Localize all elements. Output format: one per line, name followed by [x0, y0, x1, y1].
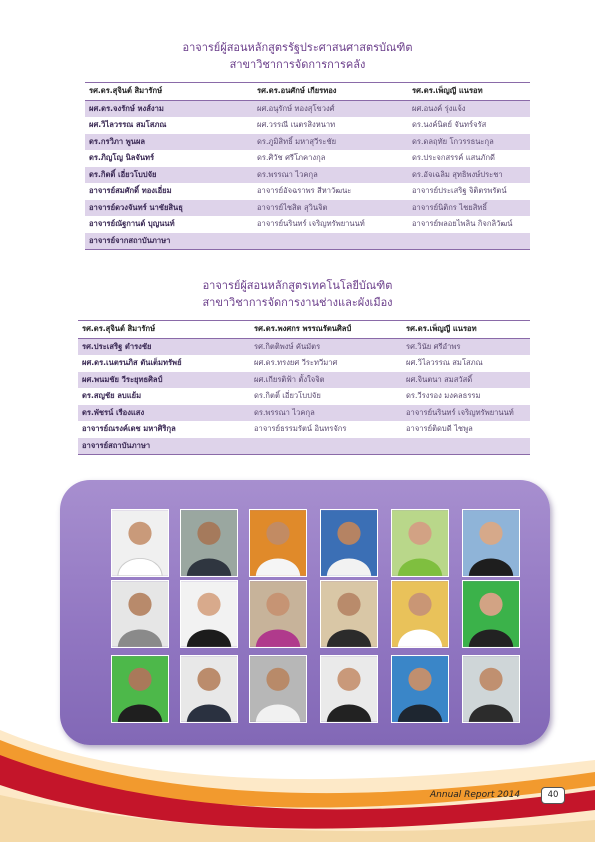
- table-cell: รศ.วินัย ศรีอำพร: [406, 341, 461, 351]
- table-row: [85, 200, 530, 217]
- section2-subtitle: สาขาวิชาการจัดการงานช่างและผังเมือง: [202, 296, 393, 309]
- table-row: [78, 355, 530, 372]
- table-cell: อาจารย์ประเสริฐ จิติตรพรัตน์: [412, 186, 507, 196]
- table-row: [85, 183, 530, 200]
- table-cell: ดร.สญชัย ลบแย้ม: [82, 391, 142, 401]
- table-row: [85, 216, 530, 233]
- table-header-cell: รศ.ดร.เพ็ญญี แนรอท: [408, 83, 530, 101]
- table-cell: ผศ.วรรณี เนตรสิงหนาท: [257, 120, 336, 130]
- table-cell: อาจารย์นิติกร ไชยสิทธิ์: [412, 202, 487, 212]
- table-cell: ดร.พรรณา ไวคกุล: [257, 169, 318, 179]
- table-header-cell: รศ.ดร.เพ็ญญี แนรอท: [402, 321, 530, 339]
- table-header-row: [85, 83, 530, 101]
- table-cell: ดร.กรวิภา พูนผล: [89, 136, 146, 146]
- table-header-cell: รศ.ดร.พงศกร พรรณรัตนศิลป์: [250, 321, 402, 339]
- table-cell: ดร.ภิญโญ นิลจันทร์: [89, 153, 155, 163]
- table-cell: [402, 438, 530, 455]
- page-number: 40: [541, 787, 565, 804]
- table-cell: ดร.ภูมิสิทธิ์ มหาสุวีระชัย: [257, 136, 337, 146]
- table-cell: ดร.วีรงรอง มงคลธรรม: [406, 391, 481, 401]
- table-cell: [408, 233, 530, 250]
- table-row: [78, 338, 530, 355]
- table-cell: อาจารย์ไชสิต สุวินจิต: [257, 202, 328, 212]
- table-cell: ผศ.วิไลวรรณ สมโสภณ: [406, 358, 483, 368]
- table-cell: ผศ.พนมชัย วีระยุทธศิลป์: [82, 374, 163, 384]
- table-row: [85, 117, 530, 134]
- section2-title: อาจารย์ผู้สอนหลักสูตรเทคโนโลยีบัณฑิต: [202, 279, 393, 292]
- faculty-photo: [320, 580, 378, 648]
- faculty-photo: [249, 580, 307, 648]
- table-cell: อาจารย์ติดบดี ไชพูล: [406, 424, 473, 434]
- table-header-cell: รศ.ดร.สุจินต์ สิมารักษ์: [85, 83, 253, 101]
- table-cell: ผศ.วิไลวรรณ สมโสภณ: [89, 120, 167, 130]
- table-cell: อาจารย์ณรงค์เดช มหาศิริกุล: [82, 424, 176, 434]
- table-cell: อาจารย์สถาบันภาษา: [82, 440, 151, 450]
- table-cell: รศ.กิตติพงษ์ คันมัตร: [254, 341, 321, 351]
- faculty-photo: [462, 580, 520, 648]
- faculty-photo: [391, 509, 449, 577]
- faculty-photo: [180, 655, 238, 723]
- table-cell: [253, 233, 408, 250]
- table-cell: ผศ.ดร.เนตรนภิส ตันเต็มทรัพย์: [82, 358, 182, 368]
- table-cell: ดร.ดลฤทัย โกวรรธนะกุล: [412, 136, 494, 146]
- table-cell: ดร.ศิวัช ศรีโภคางกุล: [257, 153, 326, 163]
- table-cell: ผศ.เกียรติฟ้า ตั้งใจจิต: [254, 374, 325, 384]
- faculty-photo: [180, 509, 238, 577]
- table-row: [85, 134, 530, 151]
- section2-faculty-table: [78, 320, 530, 455]
- table-row: [85, 167, 530, 184]
- faculty-photo: [180, 580, 238, 648]
- table-cell: อาจารย์นรินทร์ เจริญทรัพยานนท์: [257, 219, 365, 229]
- table-row: [85, 233, 530, 250]
- table-cell: อาจารย์นรินทร์ เจริญทรัพยานนท์: [406, 407, 514, 417]
- faculty-photo: [391, 580, 449, 648]
- table-cell: ผศ.ดร.จงรักษ์ หงส์งาม: [89, 103, 164, 113]
- table-row: [78, 421, 530, 438]
- section1-subtitle: สาขาวิชาการจัดการการคลัง: [229, 58, 366, 71]
- faculty-photo: [111, 580, 169, 648]
- table-cell: อาจารย์พลอยไพลิน กิจกลิวัฒน์: [412, 219, 513, 229]
- faculty-photo: [111, 509, 169, 577]
- table-cell: ผศ.จินตนา สมสวัสดิ์: [406, 374, 473, 384]
- table-row: [78, 372, 530, 389]
- table-cell: ดร.นงค์นิตย์ จันทร์จรัส: [412, 120, 487, 130]
- faculty-photo: [462, 655, 520, 723]
- table-cell: ดร.ประจกสรรค์ แสนภักดี: [412, 153, 495, 163]
- table-header-cell: รศ.ดร.สุจินต์ สิมารักษ์: [78, 321, 250, 339]
- table-row: [78, 438, 530, 455]
- section1-faculty-table: [85, 82, 530, 250]
- table-cell: ดร.อัจเฉลิม สุทธิพงษ์ประชา: [412, 169, 503, 179]
- table-cell: อาจารย์ธรรมรัตน์ อินทรจักร: [254, 424, 347, 434]
- faculty-photo: [320, 509, 378, 577]
- annual-report-label: Annual Report 2014: [430, 790, 521, 800]
- table-cell: [250, 438, 402, 455]
- faculty-photo: [391, 655, 449, 723]
- table-cell: อาจารย์อัจฉราพร สีหาวัฒนะ: [257, 186, 352, 196]
- table-row: [85, 150, 530, 167]
- table-row: [78, 388, 530, 405]
- table-cell: ดร.กิตติ์ เอี่ยวโบปจัย: [89, 169, 157, 179]
- table-cell: อาจารย์ดวงจันทร์ นาชัยสินธุ: [89, 202, 183, 212]
- table-cell: ผศ.อนุรักษ์ ทองสุโขวงศ์: [257, 103, 335, 113]
- table-row: [85, 100, 530, 117]
- section1-title: อาจารย์ผู้สอนหลักสูตรรัฐประศาสนศาสตรบัณฑิต: [182, 41, 413, 54]
- faculty-photo: [249, 655, 307, 723]
- table-cell: อาจารย์จากสถาบันภาษา: [89, 235, 171, 245]
- table-cell: ดร.พรรณา ไวคกุล: [254, 407, 315, 417]
- table-cell: อาจารย์ณัฐกานต์ บุญนนท์: [89, 219, 175, 229]
- table-cell: รศ.ประเสริฐ ตำรงชัย: [82, 341, 152, 351]
- table-row: [78, 405, 530, 422]
- table-header-cell: รศ.ดร.อนศักษ์ เกียรทอง: [253, 83, 408, 101]
- table-cell: ดร.พัชรน์ เรืองแสง: [82, 407, 145, 417]
- faculty-photo: [111, 655, 169, 723]
- table-cell: อาจารย์สมศักดิ์ ทองเอี่ยม: [89, 186, 172, 196]
- table-cell: ผศ.ดร.ทรงยศ วีระทวีมาศ: [254, 358, 338, 368]
- table-cell: ดร.กิตติ์ เอี่ยวโบปจัย: [254, 391, 321, 401]
- table-header-row: [78, 321, 530, 339]
- table-cell: ผศ.อนงค์ รุ่งแจ้ง: [412, 103, 466, 113]
- faculty-photo: [320, 655, 378, 723]
- faculty-photo: [462, 509, 520, 577]
- faculty-photo: [249, 509, 307, 577]
